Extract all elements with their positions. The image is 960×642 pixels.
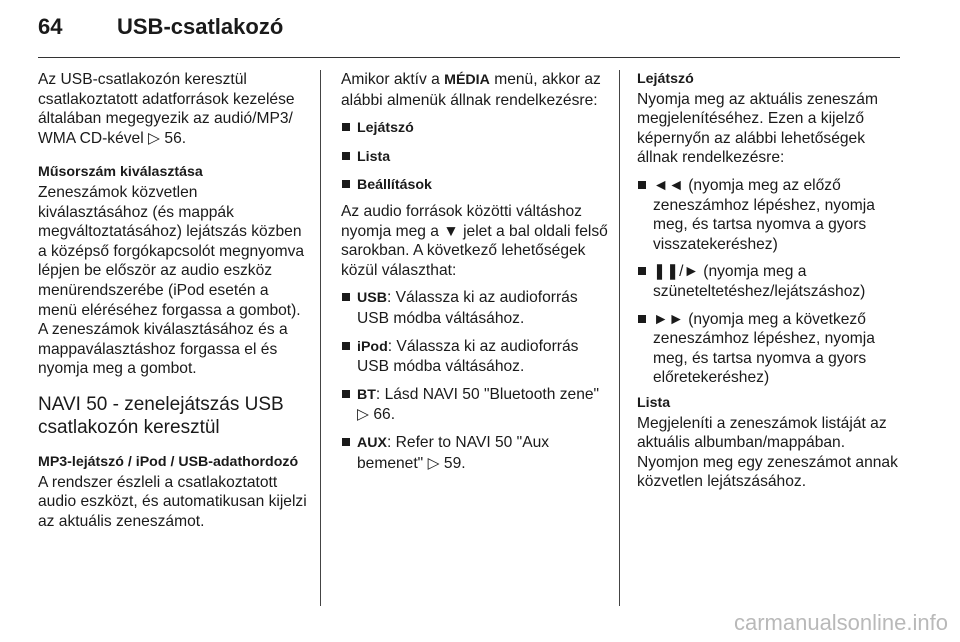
menu-item-lejatszo: Lejátszó xyxy=(341,118,613,139)
bullet-square-icon xyxy=(342,342,350,350)
mp3-text: A rendszer észleli a csatlakoztatott audio eszközt, és automatikusan kijelzi az aktuális zeneszámot. xyxy=(38,473,307,530)
triangle-down-icon: ▼ xyxy=(443,222,459,240)
bullet-square-icon xyxy=(342,152,350,160)
control-previous: ◄◄ (nyomja meg az előző zeneszámhoz lépéshez, nyomja meg, és tartsa nyomva a gyors visszatekeréshez) xyxy=(637,176,909,254)
bullet-square-icon xyxy=(638,267,646,275)
media-menu-intro: Amikor aktív a MÉDIA menü, akkor az alábbi almenük állnak rendelkezésre: xyxy=(341,71,601,109)
media-term: MÉDIA xyxy=(444,72,490,88)
heading-list: Lista xyxy=(637,394,671,411)
source-usb: USB: Válassza ki az audioforrás USB módba váltásához. xyxy=(341,288,613,328)
watermark: carmanualsonline.info xyxy=(733,610,948,635)
control-next: ►► (nyomja meg a következő zeneszámhoz lépéshez, nyomja meg, és tartsa nyomva a gyors előretekeréshez) xyxy=(637,310,909,388)
fast-forward-icon: ►► xyxy=(653,310,684,328)
bullet-square-icon xyxy=(342,390,350,398)
bullet-square-icon xyxy=(342,438,350,446)
heading-track-selection: Műsorszám kiválasztása xyxy=(38,164,203,181)
column-2 xyxy=(341,70,613,473)
play-pause-icon: ❚❚/► xyxy=(653,263,699,281)
column-separator-1 xyxy=(320,70,321,606)
list-text: Megjeleníti a zeneszámok listáját az aktuális albumban/mappában. Nyomjon meg egy zeneszámot annak közvetlen lejátszásához. xyxy=(637,414,898,491)
bullet-square-icon xyxy=(342,180,350,188)
heading-mp3-ipod: MP3-lejátszó / iPod / USB-adathordozó xyxy=(38,453,299,470)
menu-item-lista: Lista xyxy=(341,147,613,168)
page-reference[interactable]: 66. xyxy=(373,406,396,424)
source-ipod: iPod: Válassza ki az audioforrás USB módba váltásához. xyxy=(341,337,613,377)
page-reference[interactable]: 59. xyxy=(443,454,466,472)
column-3 xyxy=(637,70,909,492)
reference-arrow-icon: ▷ xyxy=(427,454,440,472)
column-1 xyxy=(38,70,310,531)
control-play-pause: ❚❚/► (nyomja meg a szüneteltetéshez/lejátszáshoz) xyxy=(637,262,909,301)
bullet-square-icon xyxy=(342,123,350,131)
reference-arrow-icon: ▷ xyxy=(148,129,161,147)
track-selection-text: Zeneszámok közvetlen kiválasztásához (és mappák megváltoztatásához) lejátszás közben a középső forgókapcsolót megnyomva lépjen be először az audio eszköz menürendszerébe (iPod esetén a menü eléréséhez forgassa a gombot). A zeneszámok kiválasztásához és a mappaválasztáshoz forgassa el és nyomja meg a gombot. xyxy=(38,183,305,378)
menu-item-beallitasok: Beállítások xyxy=(341,175,613,196)
heading-player: Lejátszó xyxy=(637,71,694,87)
heading-navi-usb: NAVI 50 - zenelejátszás USB csatlakozón keresztül xyxy=(38,393,284,438)
bullet-square-icon xyxy=(342,293,350,301)
bullet-square-icon xyxy=(638,315,646,323)
page-title: USB-csatlakozó xyxy=(117,14,284,39)
page-number: 64 xyxy=(38,14,63,39)
bullet-square-icon xyxy=(638,181,646,189)
player-text: Nyomja meg az aktuális zeneszám megjelenítéséhez. Ezen a kijelző képernyőn az alábbi lehetőségek állnak rendelkezésre: xyxy=(637,90,878,167)
header-rule xyxy=(38,57,900,58)
reference-arrow-icon: ▷ xyxy=(357,406,369,424)
source-switch-text: Az audio források közötti váltáshoz nyomja meg a ▼ jelet a bal oldali felső sarokban. A következő lehetőségek közül választhat: xyxy=(341,202,608,279)
page-reference[interactable]: 56. xyxy=(164,129,187,147)
source-aux: AUX: Refer to NAVI 50 "Aux bemenet" ▷ 59. xyxy=(341,433,613,473)
intro-paragraph: Az USB-csatlakozón keresztül csatlakoztatott adatforrások kezelése általában megegyezik az audió/MP3/ WMA CD-kével ▷ 56. xyxy=(38,71,295,147)
source-bt: BT: Lásd NAVI 50 "Bluetooth zene" ▷ 66. xyxy=(341,385,613,425)
rewind-icon: ◄◄ xyxy=(653,176,684,194)
column-separator-2 xyxy=(619,70,620,606)
